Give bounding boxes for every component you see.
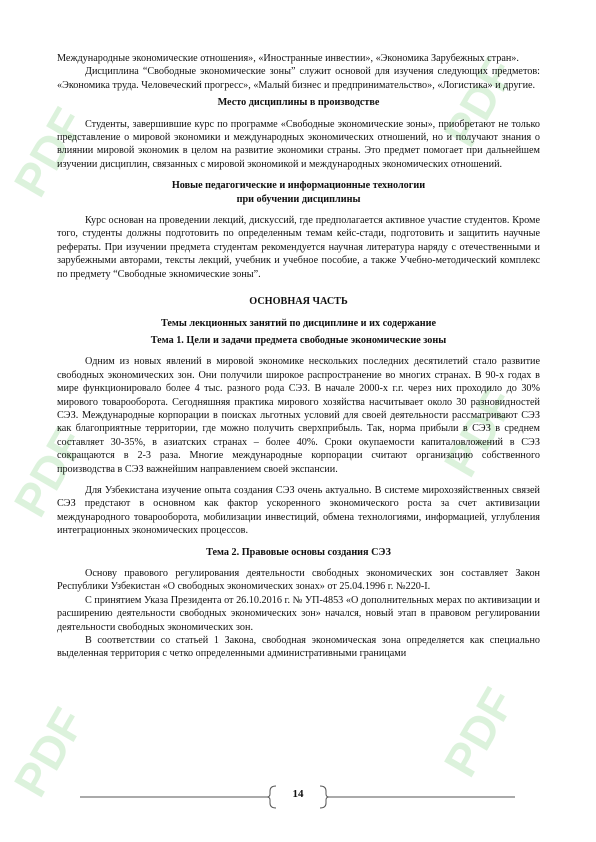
svg-text:PDF: PDF [433,679,525,785]
paragraph-decree: С принятием Указа Президента от 26.10.2016 г. № УП-4853 «О дополнительных мерах по активизации и расширению деятельности свободных экономических зон» начался, новый этап в правовом регулировании деятельности свободных экономических зон. [57,594,540,633]
heading-technologies-line1: Новые педагогические и информационные технологии [171,180,426,192]
paragraph-discipline-basis: Дисциплина “Свободные экономические зоны” служит основой для изучения следующих предметов: «Экономика труда. Человеческий прогресс», «Малый бизнес и предпринимательство», «Логистика» и другие. [57,66,540,91]
page-number: 14 [292,788,304,800]
heading-topic-2: Тема 2. Правовые основы создания СЭЗ [206,546,391,558]
svg-text:PDF: PDF [3,99,95,205]
page-body [57,52,540,661]
paragraph-course: Курс основан на проведении лекций, дискуссий, где предполагается активное участие студентов. Кроме того, студенты должны подготовить по определенным темам кейс-стади, подготовить и защитить научные рефераты. При изучении предмета студентам рекомендуется научная литература наряду с отечественными и зарубежными авторами, тексты лекций, учебник и учебное пособие, а также Учебно-методический комплекс по предмету “Свободные экномические зоны”. [57,215,540,280]
svg-text:PDF: PDF [3,699,95,805]
svg-text:PDF: PDF [3,419,95,525]
heading-discipline-place: Место дисциплины в производстве [217,97,380,109]
heading-topic-1: Тема 1. Цели и задачи предмета свободные экономические зоны [150,334,447,346]
page-footer [0,784,596,810]
heading-main-part: ОСНОВНАЯ ЧАСТЬ [249,296,348,308]
paragraph-uzbekistan: Для Узбекистана изучение опыта создания СЭЗ очень актуально. В системе мирохозяйственных связей СЭЗ предстают в основном как фактор ускоренного экономического роста за счет активизации международного товарооборота, мобилизации инвестиций, обмена технологиями, информацией, углубления интеграционных экономических процессов. [57,484,540,537]
svg-text:PDF: PDF [433,49,525,155]
paragraph-students: Студенты, завершившие курс по программе «Свободные экономические зоны», приобретают не только представление о мировой экономики и международных экономических отношений, но и получают знания о влиянии мировой экономик в целом на развитие экономики страны. Это предмет помогает при дальнейшем изучении дисциплин, связанных с мировой экономикой и международных экономических отношений. [57,118,540,170]
paragraph-law: Основу правового регулирования деятельности свободных экономических зон составляет Закон Республики Узбекистан «О свободных экономических зонах» от 25.04.1996 г. №220-I. [57,568,540,593]
svg-text:PDF: PDF [433,379,525,485]
heading-technologies-line2: при обучении дисциплины [236,193,361,205]
paragraph-disciplines-list: Международные экономические отношения», «Иностранные инвестии», «Экономика Зарубежных стран». [57,53,519,64]
paragraph-article1: В соответствии со статьей 1 Закона, свободная экономическая зона определяется как специально выделенная территория с четко определенными административными границами [57,635,540,660]
paragraph-topic1-intro: Одним из новых явлений в мировой экономике нескольких последних десятилетий стало развитие свободных экономических зон. Они получили широкое распространение во многих странах. В 90-х годах в мире функционировало более 4 тыс. разного рода СЭЗ. В начале 2000-х г.г. через них проходило до 30% мирового товарооборота. Сегодняшняя практика мирового хозяйства насчитывает около 30 разновидностей СЭЗ. Международные корпорации в поисках льготных условий для своей деятельности рассматривают СЭЗ как благоприятные территории, где можно получить сверхприбыль. Так, норма прибыли в СЭЗ в среднем составляет 30-35%, в азиатских странах – более 40%. Сроки окупаемости капиталовложений в СЭЗ сокращаются в 2-3 раза. Многие международные корпорации считают организацию собственного производства в СЭЗ важнейшим направлением своей экспансии. [57,356,540,475]
heading-lecture-topics: Темы лекционных занятий по дисциплине и их содержание [160,317,437,329]
